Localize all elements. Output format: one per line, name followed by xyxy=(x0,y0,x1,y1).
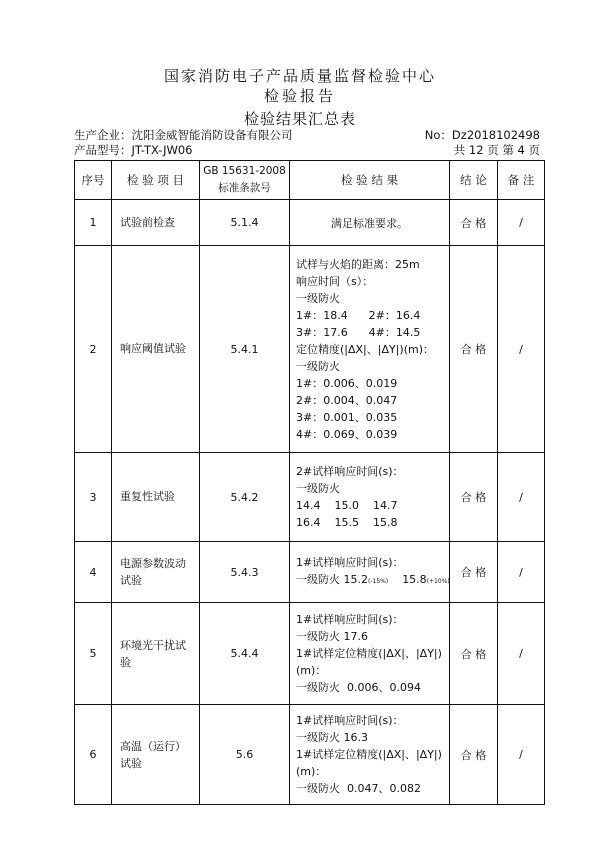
row-remark: / xyxy=(498,542,545,603)
header-remark: 备 注 xyxy=(498,161,545,200)
result-line: 3#：0.001、0.035 xyxy=(296,410,398,424)
row-seq: 3 xyxy=(75,453,112,542)
result-line: 1#：18.4 2#：16.4 xyxy=(296,308,421,322)
header-result: 检 验 结 果 xyxy=(290,161,450,200)
row-result xyxy=(290,603,450,705)
row-clause: 5.4.1 xyxy=(200,246,290,453)
result-line: 1#试样定位精度(|ΔX|、|ΔY|) xyxy=(296,647,442,660)
result-line: 一级防火 xyxy=(296,359,340,373)
result-line: 1#试样响应时间(s)： xyxy=(296,613,404,626)
result-line: 1#试样响应时间(s)： xyxy=(296,556,404,569)
row-conclusion: 合 格 xyxy=(450,603,498,705)
row-seq: 4 xyxy=(75,542,112,603)
table-row xyxy=(75,453,545,542)
row-seq: 5 xyxy=(75,603,112,705)
row-item: 响应阈值试验 xyxy=(112,246,200,453)
table-header-row xyxy=(75,161,545,200)
row-remark: / xyxy=(498,200,545,246)
row-item-line: 试验 xyxy=(120,574,142,587)
result-line: (m)： xyxy=(296,765,327,778)
institution-name: 国家消防电子产品质量监督检验中心 xyxy=(163,67,436,85)
result-line: 2#：0.004、0.047 xyxy=(296,393,398,407)
row-clause: 5.4.3 xyxy=(200,542,290,603)
row-clause: 5.1.4 xyxy=(200,200,290,246)
row-result xyxy=(290,200,450,246)
row-item: 重复性试验 xyxy=(112,453,200,542)
row-item: 试验前检查 xyxy=(112,200,200,246)
row-conclusion: 合 格 xyxy=(450,705,498,805)
result-line: 1#试样定位精度(|ΔX|、|ΔY|) xyxy=(296,748,442,761)
page-info: 共 12 页 第 4 页 xyxy=(453,143,540,157)
row-clause: 5.6 xyxy=(200,705,290,805)
results-table xyxy=(74,160,545,805)
result-line: 一级防火 0.047、0.082 xyxy=(296,782,421,795)
result-line: 定位精度(|ΔX|、|ΔY|)(m)： xyxy=(296,342,435,356)
row-conclusion: 合 格 xyxy=(450,200,498,246)
row-seq: 6 xyxy=(75,705,112,805)
result-line: 2#试样响应时间(s)： xyxy=(296,465,404,478)
row-item-line: 验 xyxy=(120,655,131,669)
result-line xyxy=(296,571,450,590)
table-row xyxy=(75,542,545,603)
header-conclusion: 结 论 xyxy=(450,161,498,200)
report-title: 检验报告 xyxy=(263,87,336,105)
row-result xyxy=(290,246,450,453)
row-conclusion: 合 格 xyxy=(450,246,498,453)
table-row xyxy=(75,603,545,705)
header-item: 检 验 项 目 xyxy=(112,161,200,200)
result-subscript: (-15%) xyxy=(368,578,389,585)
header-clause-label: 标准条款号 xyxy=(218,182,271,194)
result-line: 3#：17.6 4#：14.5 xyxy=(296,325,421,339)
row-conclusion: 合 格 xyxy=(450,453,498,542)
table-title: 检验结果汇总表 xyxy=(243,110,356,128)
result-line: (m)： xyxy=(296,664,327,677)
table-row xyxy=(75,705,545,805)
header-seq: 序号 xyxy=(75,161,112,200)
row-clause: 5.4.4 xyxy=(200,603,290,705)
row-item-line: 试验 xyxy=(120,756,142,770)
row-remark: / xyxy=(498,603,545,705)
result-value: 一级防火 15.2 xyxy=(296,573,368,586)
row-remark: / xyxy=(498,246,545,453)
result-line: 一级防火 xyxy=(296,291,340,305)
result-subscript: (+10%) xyxy=(426,578,450,585)
result-line: 一级防火 xyxy=(296,482,340,495)
result-line: 试样与火焰的距离：25m xyxy=(296,257,420,271)
row-item-line: 高温（运行） xyxy=(120,739,186,753)
row-item xyxy=(112,603,200,705)
row-result xyxy=(290,542,450,603)
report-number: No：Dz2018102498 xyxy=(424,128,540,142)
row-clause: 5.4.2 xyxy=(200,453,290,542)
result-line: 4#：0.069、0.039 xyxy=(296,427,398,441)
row-item-line: 电源参数波动 xyxy=(120,557,186,570)
result-line: 一级防火 16.3 xyxy=(296,731,368,744)
table-row xyxy=(75,246,545,453)
result-line: 一级防火 0.006、0.094 xyxy=(296,681,421,694)
result-line: 14.4 15.0 14.7 xyxy=(296,499,398,512)
row-seq: 1 xyxy=(75,200,112,246)
row-result xyxy=(290,453,450,542)
result-line: 1#：0.006、0.019 xyxy=(296,376,398,390)
result-line: 响应时间（s）： xyxy=(296,274,374,288)
company-line: 生产企业：沈阳金威智能消防设备有限公司 xyxy=(74,128,293,142)
result-line: 满足标准要求。 xyxy=(331,216,408,230)
row-item-line: 环境光干扰试 xyxy=(120,638,186,652)
header-clause xyxy=(200,161,290,200)
row-remark: / xyxy=(498,705,545,805)
result-line: 1#试样响应时间(s)： xyxy=(296,714,404,727)
row-result xyxy=(290,705,450,805)
row-item xyxy=(112,542,200,603)
header-clause-standard: GB 15631-2008 xyxy=(203,165,286,177)
model-line: 产品型号：JT-TX-JW06 xyxy=(74,143,193,157)
result-line: 16.4 15.5 15.8 xyxy=(296,516,398,529)
row-conclusion: 合 格 xyxy=(450,542,498,603)
row-item xyxy=(112,705,200,805)
result-line: 一级防火 17.6 xyxy=(296,630,368,643)
row-seq: 2 xyxy=(75,246,112,453)
table-row xyxy=(75,200,545,246)
result-value: 15.8 xyxy=(402,573,427,586)
row-remark: / xyxy=(498,453,545,542)
